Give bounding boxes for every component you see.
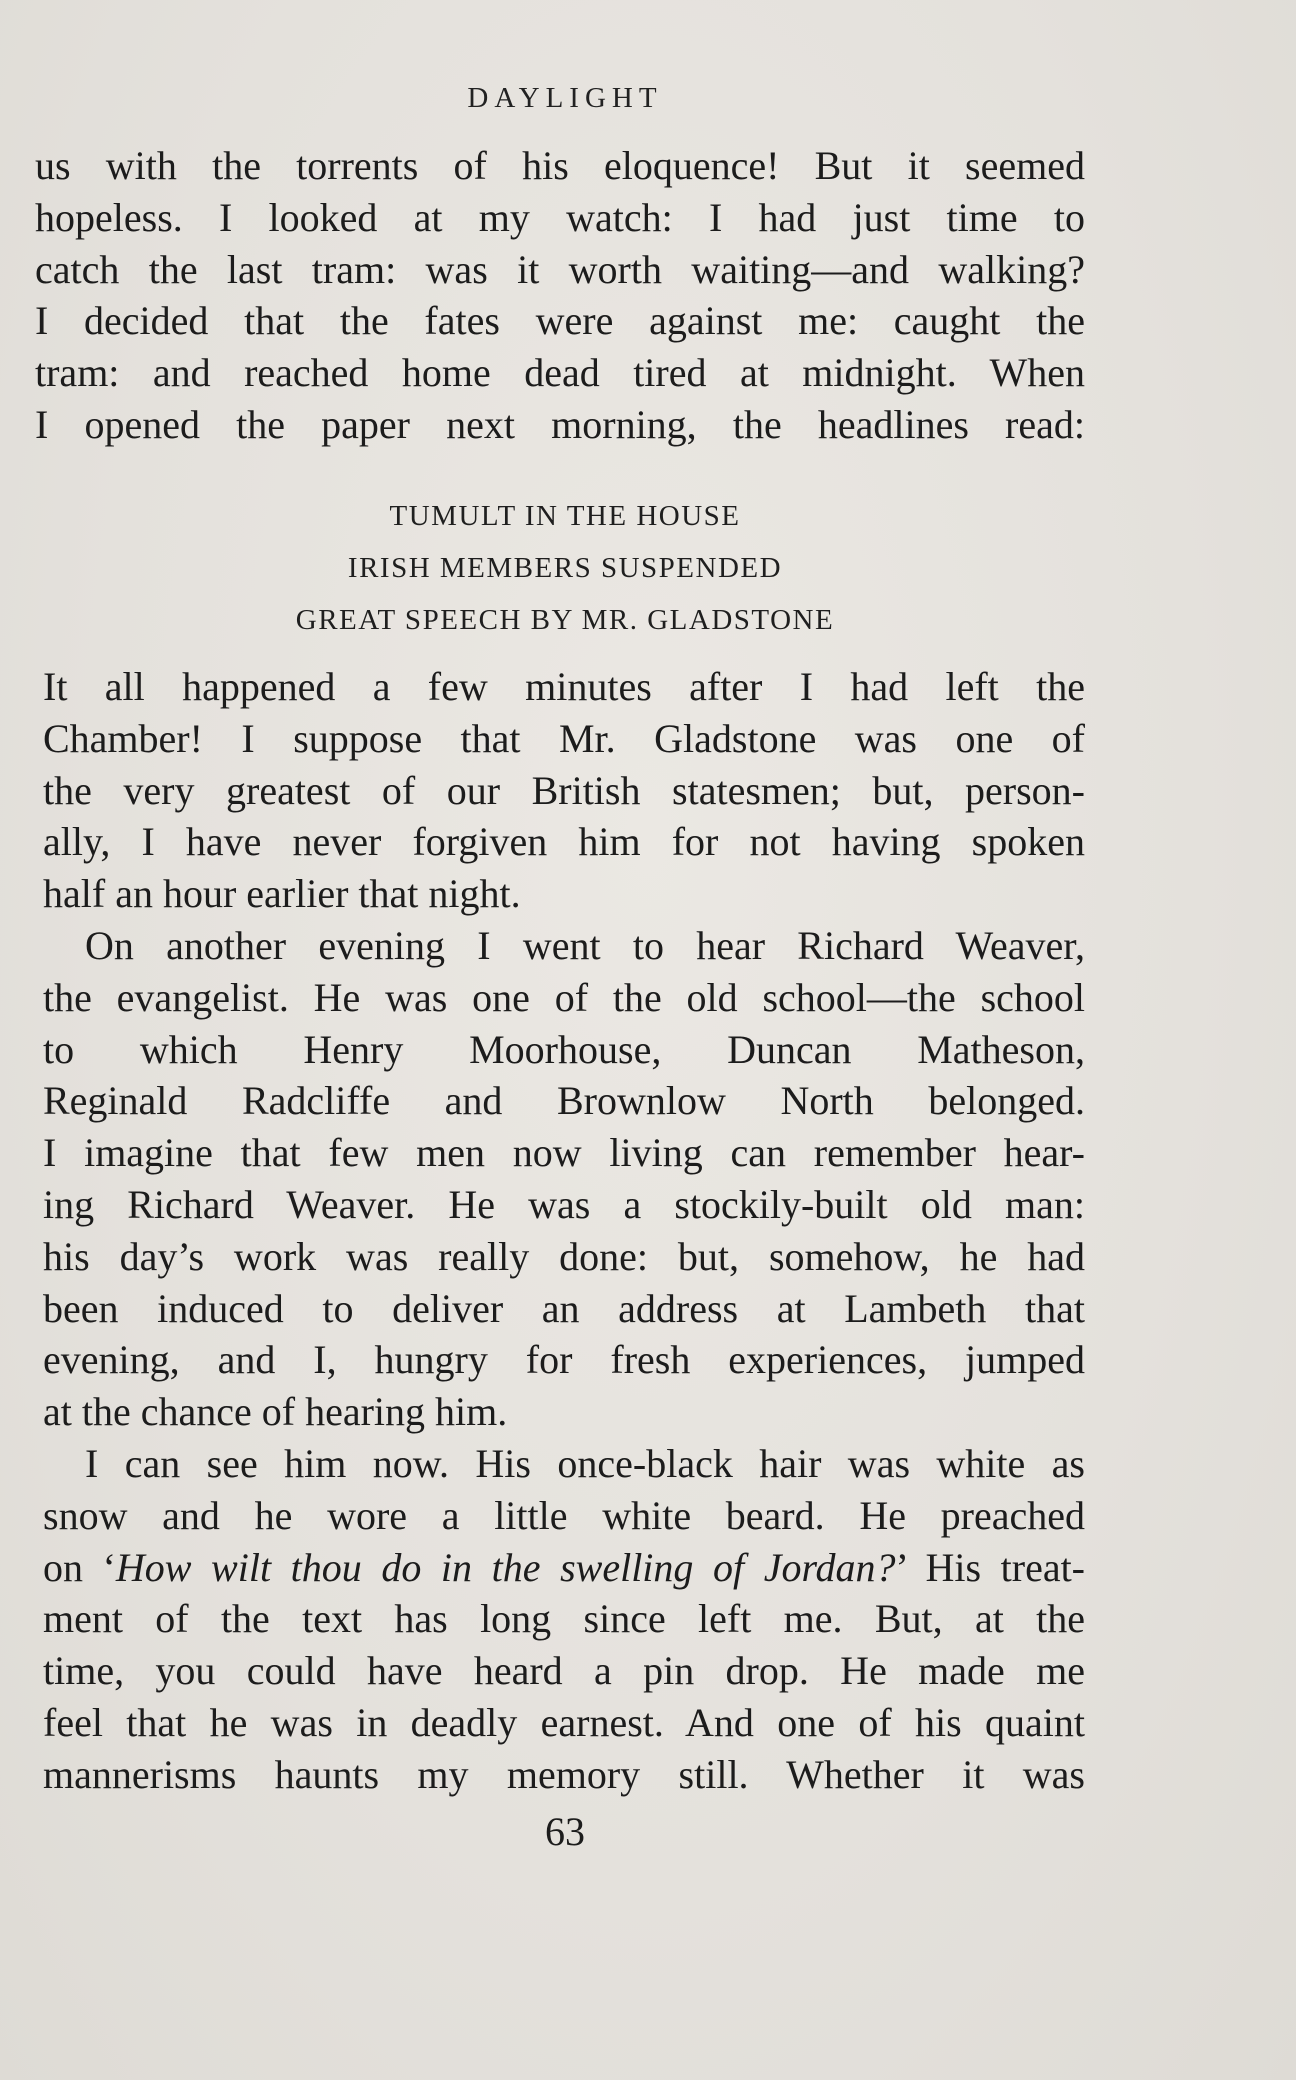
headline: GREAT SPEECH BY MR. GLADSTONE xyxy=(295,604,835,636)
text-line: the very greatest of our British statesmen; but, person- xyxy=(43,767,1085,813)
text-line: the evangelist. He was one of the old school—the school xyxy=(43,974,1085,1020)
text-line: at the chance of hearing him. xyxy=(43,1389,508,1435)
text-line: I can see him now. His once-black hair was white as xyxy=(85,1440,1085,1486)
text-line: Reginald Radcliffe and Brownlow North belonged. xyxy=(43,1078,1085,1124)
text-line-with-quote xyxy=(43,1542,1085,1594)
text-line: half an hour earlier that night. xyxy=(43,871,521,917)
paragraph-1 xyxy=(35,140,1085,451)
text-line: I opened the paper next morning, the headlines read: xyxy=(35,401,1085,447)
body-text xyxy=(43,661,1085,1801)
text-line: Chamber! I suppose that Mr. Gladstone was one of xyxy=(43,715,1085,761)
text-line: I imagine that few men now living can remember hear- xyxy=(43,1130,1085,1176)
page-number: 63 xyxy=(545,1809,585,1854)
text-line: us with the torrents of his eloquence! But it seemed xyxy=(35,143,1085,188)
text-line: been induced to deliver an address at Lambeth that xyxy=(43,1285,1085,1331)
newspaper-headlines xyxy=(0,490,1130,646)
quote-open: on ‘ xyxy=(43,1544,116,1590)
text-line: tram: and reached home dead tired at midnight. When xyxy=(35,350,1085,396)
text-line: feel that he was in deadly earnest. And one of his quaint xyxy=(43,1699,1085,1745)
text-line: ally, I have never forgiven him for not having spoken xyxy=(43,819,1085,865)
text-line: It all happened a few minutes after I had left the xyxy=(43,664,1085,709)
text-line: his day’s work was really done: but, somehow, he had xyxy=(43,1233,1085,1279)
text-line: catch the last tram: was it worth waiting—and walking? xyxy=(35,246,1085,292)
text-line: On another evening I went to hear Richard Weaver, xyxy=(85,922,1085,968)
text-line: hopeless. I looked at my watch: I had just time to xyxy=(35,194,1085,240)
text-line: evening, and I, hungry for fresh experiences, jumped xyxy=(43,1337,1085,1383)
text-line: mannerisms haunts my memory still. Whether it was xyxy=(43,1751,1085,1797)
text-line: time, you could have heard a pin drop. He made me xyxy=(43,1648,1085,1694)
text-line: ment of the text has long since left me. But, at the xyxy=(43,1596,1085,1642)
text-line: ing Richard Weaver. He was a stockily-built old man: xyxy=(43,1181,1085,1227)
running-head: DAYLIGHT xyxy=(467,82,663,114)
headline: TUMULT IN THE HOUSE xyxy=(389,500,741,532)
text-line: to which Henry Moorhouse, Duncan Matheson, xyxy=(43,1026,1085,1072)
quoted-sermon-text: How wilt thou do in the swelling of Jordan? xyxy=(115,1544,896,1590)
quote-close: ’ His treat- xyxy=(895,1544,1086,1590)
text-line: I decided that the fates were against me: caught the xyxy=(35,298,1085,344)
headline: IRISH MEMBERS SUSPENDED xyxy=(347,552,783,584)
text-line: snow and he wore a little white beard. He preached xyxy=(43,1492,1085,1538)
